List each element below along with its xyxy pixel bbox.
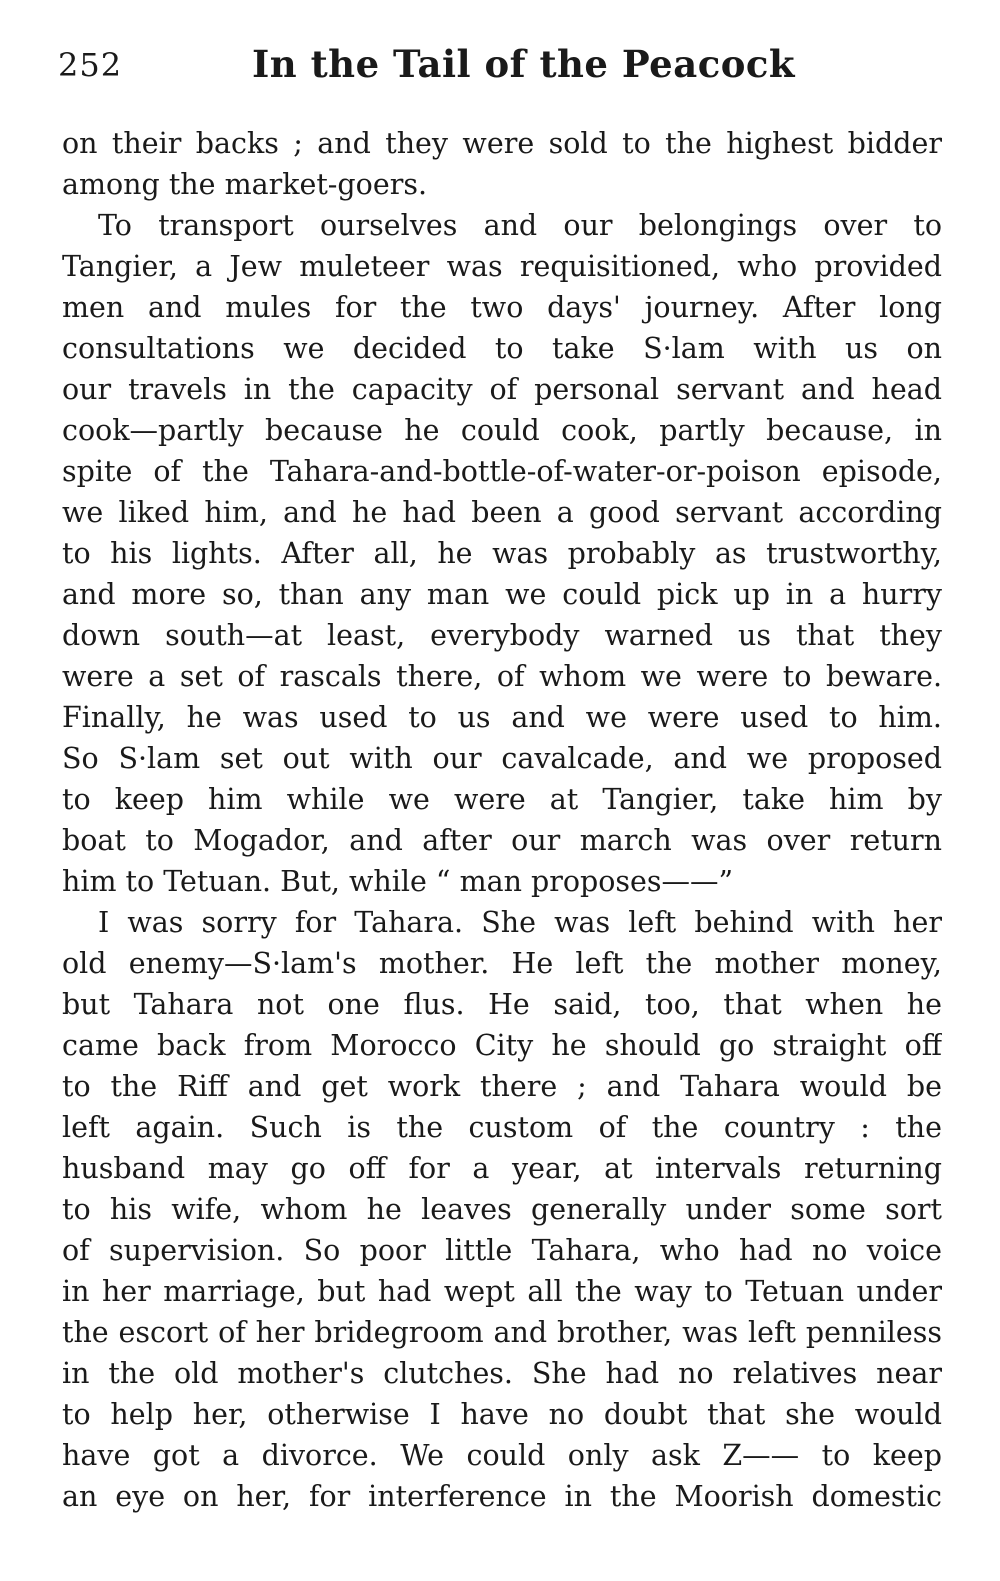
text-line: Finally, he was used to us and we were used to him. (62, 701, 942, 734)
page-number: 252 (58, 46, 123, 84)
text-line: boat to Mogador, and after our march was over return (62, 824, 942, 857)
text-line: down south—at least, everybody warned us that they (62, 619, 942, 652)
text-line: spite of the Tahara-and-bottle-of-water-or-poison episode, (62, 455, 942, 488)
text-line: to his lights. After all, he was probably as trustworthy, (62, 537, 942, 570)
text-line: So S·lam set out with our cavalcade, and we proposed (62, 742, 942, 775)
text-line: left again. Such is the custom of the country : the (62, 1111, 942, 1144)
text-line: an eye on her, for interference in the Moorish domestic (62, 1480, 942, 1513)
text-line: have got a divorce. We could only ask Z—— to keep (62, 1439, 942, 1472)
text-line: men and mules for the two days' journey. After long (62, 291, 942, 324)
text-line: husband may go off for a year, at intervals returning (62, 1152, 942, 1185)
text-line: in the old mother's clutches. She had no relatives near (62, 1357, 942, 1390)
text-line: to the Riff and get work there ; and Tahara would be (62, 1070, 942, 1103)
text-line: Tangier, a Jew muleteer was requisitioned, who provided (62, 250, 942, 283)
text-line: him to Tetuan. But, while “ man proposes——” (62, 865, 734, 898)
running-title: In the Tail of the Peacock (252, 42, 796, 86)
text-line: old enemy—S·lam's mother. He left the mother money, (62, 947, 942, 980)
text-line: among the market-goers. (62, 168, 428, 201)
text-line: cook—partly because he could cook, partly because, in (62, 414, 942, 447)
text-line: I was sorry for Tahara. She was left behind with her (98, 906, 942, 939)
text-line: in her marriage, but had wept all the way to Tetuan under (62, 1275, 942, 1308)
text-line: to his wife, whom he leaves generally under some sort (62, 1193, 942, 1226)
text-line: we liked him, and he had been a good servant according (62, 496, 942, 529)
body-text (62, 123, 942, 1517)
text-line: the escort of her bridegroom and brother, was left penniless (62, 1316, 942, 1349)
text-line: consultations we decided to take S·lam with us on (62, 332, 942, 365)
text-line: on their backs ; and they were sold to the highest bidder (62, 127, 942, 160)
text-line: but Tahara not one flus. He said, too, that when he (62, 988, 942, 1021)
text-line: came back from Morocco City he should go straight off (62, 1029, 942, 1062)
text-line: to keep him while we were at Tangier, take him by (62, 783, 942, 816)
text-line: of supervision. So poor little Tahara, who had no voice (62, 1234, 942, 1267)
text-line: our travels in the capacity of personal servant and head (62, 373, 942, 406)
text-line: were a set of rascals there, of whom we were to beware. (62, 660, 942, 693)
text-line: and more so, than any man we could pick up in a hurry (62, 578, 942, 611)
text-line: to help her, otherwise I have no doubt that she would (62, 1398, 942, 1431)
text-line: To transport ourselves and our belongings over to (98, 209, 942, 242)
